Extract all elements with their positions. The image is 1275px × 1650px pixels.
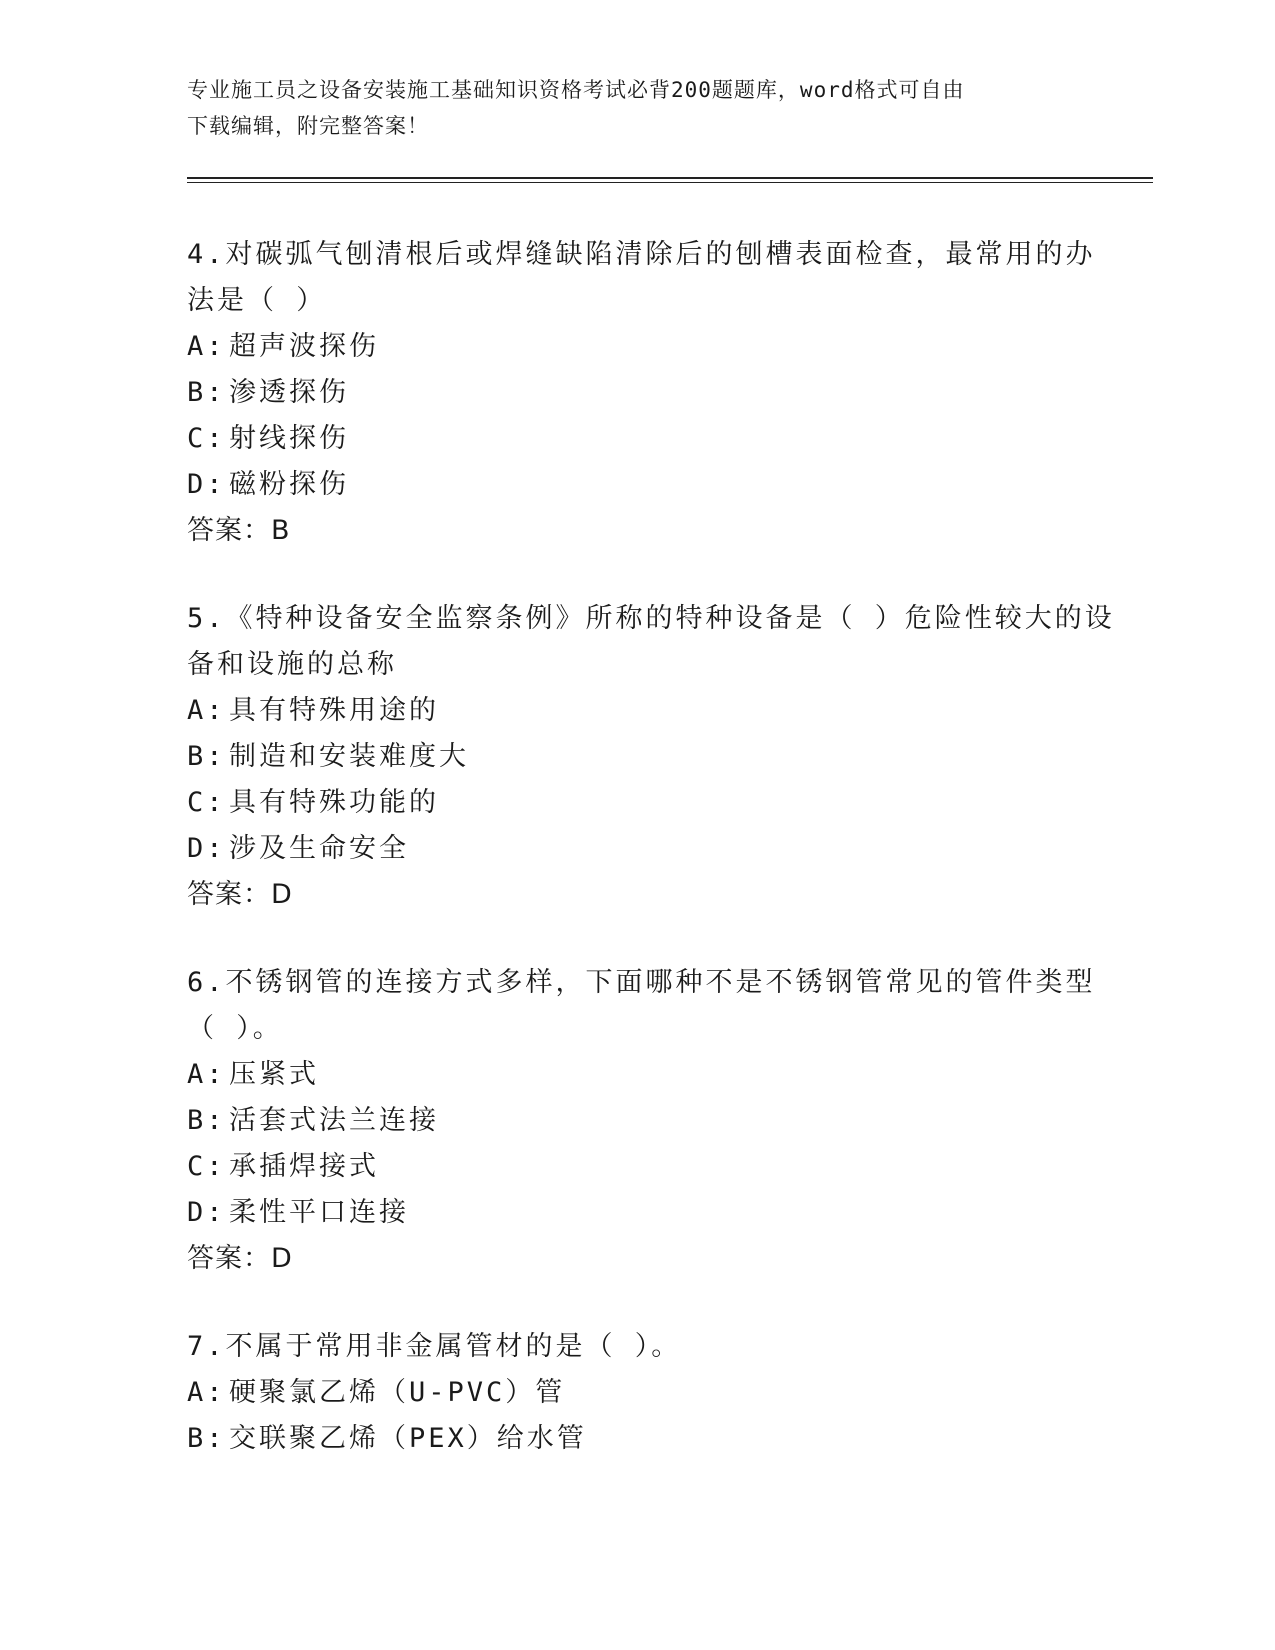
header-line-2: 下载编辑，附完整答案！ xyxy=(187,114,429,138)
document-header xyxy=(187,72,1087,144)
header-line-1: 专业施工员之设备安装施工基础知识资格考试必背200题题库，word格式可自由 xyxy=(187,78,965,102)
option-letter: A: xyxy=(187,1377,226,1408)
question-7 xyxy=(187,1324,1087,1462)
header-rule-thick xyxy=(187,177,1153,179)
option-a xyxy=(187,1052,1087,1098)
option-text: 具有特殊功能的 xyxy=(229,787,439,818)
option-d xyxy=(187,826,1087,872)
option-text: 射线探伤 xyxy=(229,423,349,454)
option-letter: D: xyxy=(187,833,226,864)
option-letter: D: xyxy=(187,469,226,500)
answer-line: 答案：D xyxy=(187,1243,293,1274)
option-text: 超声波探伤 xyxy=(229,331,379,362)
option-letter: C: xyxy=(187,1151,226,1182)
question-text-line: 6.不锈钢管的连接方式多样，下面哪种不是不锈钢管常见的管件类型 xyxy=(187,967,1096,998)
option-text: 交联聚乙烯（PEX）给水管 xyxy=(229,1423,587,1454)
option-letter: A: xyxy=(187,1059,226,1090)
option-letter: D: xyxy=(187,1197,226,1228)
option-d xyxy=(187,462,1087,508)
option-text: 活套式法兰连接 xyxy=(229,1105,439,1136)
question-text-line: 5.《特种设备安全监察条例》所称的特种设备是（ ）危险性较大的设 xyxy=(187,603,1115,634)
header-rule-thin xyxy=(187,182,1153,183)
option-letter: B: xyxy=(187,1423,226,1454)
option-c xyxy=(187,780,1087,826)
question-5 xyxy=(187,596,1115,918)
option-d xyxy=(187,1190,1087,1236)
question-text-line: （ ）。 xyxy=(187,1013,283,1044)
option-letter: A: xyxy=(187,695,226,726)
question-text-line: 7.不属于常用非金属管材的是（ ）。 xyxy=(187,1331,682,1362)
option-text: 磁粉探伤 xyxy=(229,469,349,500)
question-list xyxy=(187,232,1115,1462)
option-letter: B: xyxy=(187,377,226,408)
option-text: 制造和安装难度大 xyxy=(229,741,469,772)
option-text: 硬聚氯乙烯（U-PVC）管 xyxy=(229,1377,566,1408)
option-text: 压紧式 xyxy=(229,1059,319,1090)
question-text-line: 备和设施的总称 xyxy=(187,649,397,680)
option-letter: C: xyxy=(187,423,226,454)
option-text: 具有特殊用途的 xyxy=(229,695,439,726)
option-letter: A: xyxy=(187,331,226,362)
question-6 xyxy=(187,960,1096,1282)
question-text-line: 法是（ ） xyxy=(187,285,327,316)
option-b xyxy=(187,1416,1087,1462)
option-b xyxy=(187,1098,1087,1144)
option-letter: B: xyxy=(187,741,226,772)
option-letter: C: xyxy=(187,787,226,818)
question-4 xyxy=(187,232,1096,554)
option-b xyxy=(187,370,1087,416)
option-a xyxy=(187,1370,1087,1416)
option-c xyxy=(187,416,1087,462)
option-text: 涉及生命安全 xyxy=(229,833,409,864)
answer-line: 答案：D xyxy=(187,879,293,910)
answer-line: 答案：B xyxy=(187,515,291,546)
option-a xyxy=(187,688,1087,734)
option-a xyxy=(187,324,1087,370)
option-text: 渗透探伤 xyxy=(229,377,349,408)
option-text: 承插焊接式 xyxy=(229,1151,379,1182)
option-text: 柔性平口连接 xyxy=(229,1197,409,1228)
option-letter: B: xyxy=(187,1105,226,1136)
option-b xyxy=(187,734,1087,780)
option-c xyxy=(187,1144,1087,1190)
question-text-line: 4.对碳弧气刨清根后或焊缝缺陷清除后的刨槽表面检查，最常用的办 xyxy=(187,239,1096,270)
